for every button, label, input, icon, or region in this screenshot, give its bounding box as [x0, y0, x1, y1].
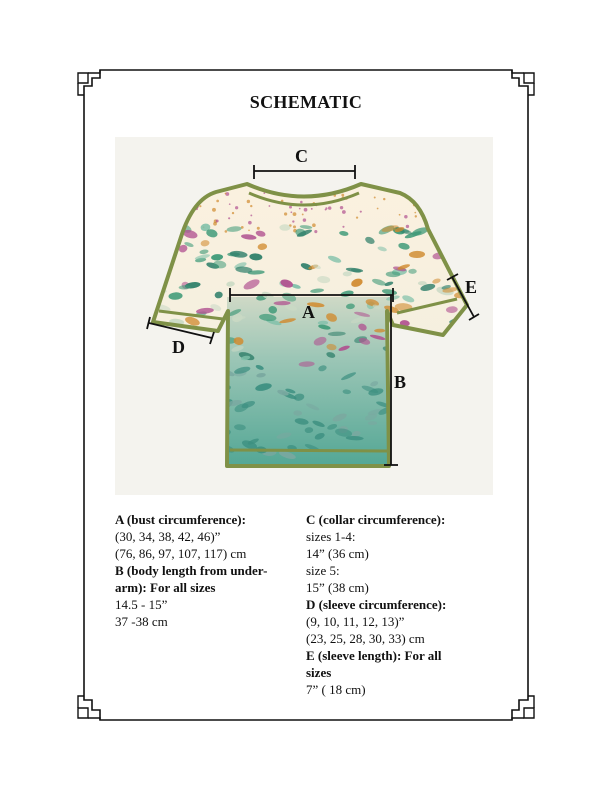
speckle: [250, 205, 252, 207]
speckle: [312, 223, 316, 227]
speckle: [216, 219, 219, 222]
speckle: [290, 211, 292, 213]
legend-line: E (sleeve length): For all: [306, 648, 442, 663]
speckle: [292, 220, 294, 222]
label-a: A: [302, 302, 315, 322]
legend-line: sizes: [306, 665, 332, 680]
speckle: [303, 218, 306, 221]
speckle: [314, 230, 317, 233]
legend-line: (9, 10, 11, 12, 13)”: [306, 614, 405, 629]
speckle: [247, 200, 250, 203]
legend-line: 7” ( 18 cm): [306, 682, 366, 697]
speckle: [269, 205, 271, 207]
speckle: [383, 198, 385, 200]
speckle: [235, 206, 238, 209]
speckle: [229, 203, 231, 205]
leaf: [374, 329, 385, 333]
legend-line: 15” (38 cm): [306, 580, 369, 595]
speckle: [360, 211, 362, 213]
speckle: [250, 214, 252, 216]
legend-line: (76, 86, 97, 107, 117) cm: [115, 546, 247, 561]
label-d: D: [172, 337, 185, 357]
legend-line: A (bust circumference):: [115, 512, 246, 527]
legend-line: 37 -38 cm: [115, 614, 168, 629]
page-title: SCHEMATIC: [249, 92, 363, 112]
speckle: [289, 206, 292, 209]
legend-line: size 5:: [306, 563, 340, 578]
speckle: [300, 201, 303, 204]
legend-line: 14” (36 cm): [306, 546, 369, 561]
label-e: E: [465, 277, 478, 297]
speckle: [199, 205, 201, 207]
speckle: [399, 214, 401, 216]
legend-line: 14.5 - 15”: [115, 597, 168, 612]
speckle: [293, 212, 297, 216]
speckle: [340, 206, 343, 209]
legend-line: sizes 1-4:: [306, 529, 356, 544]
legend-line: C (collar circumference):: [306, 512, 446, 527]
speckle: [232, 212, 234, 214]
speckle: [248, 229, 250, 231]
legend-line: B (body length from under-: [115, 563, 268, 578]
legend-line: arm): For all sizes: [115, 580, 216, 595]
speckle: [248, 221, 252, 225]
speckle: [328, 206, 331, 209]
speckle: [225, 230, 228, 233]
speckle: [415, 215, 417, 217]
speckle: [225, 193, 227, 195]
speckle: [406, 225, 409, 228]
speckle: [356, 216, 358, 218]
speckle: [293, 225, 296, 228]
speckle: [228, 217, 230, 219]
legend-line: (30, 34, 38, 42, 46)”: [115, 529, 221, 544]
speckle: [302, 213, 304, 215]
speckle: [212, 208, 216, 212]
speckle: [341, 194, 344, 197]
sweater-schematic: [115, 137, 493, 495]
legend-line: D (sleeve circumference):: [306, 597, 447, 612]
speckle: [257, 227, 260, 230]
legend-left: [115, 511, 300, 630]
speckle: [299, 208, 301, 210]
speckle: [216, 200, 219, 203]
speckle: [304, 208, 308, 212]
speckle: [325, 209, 327, 211]
speckle: [377, 208, 379, 210]
speckle: [284, 212, 287, 215]
speckle: [311, 208, 313, 210]
legend-right: [306, 511, 496, 698]
speckle: [404, 215, 407, 218]
speckle: [342, 210, 346, 214]
label-b: B: [394, 372, 407, 392]
speckle: [374, 196, 376, 198]
speckle: [342, 226, 344, 228]
label-c: C: [295, 146, 308, 166]
legend-line: (23, 25, 28, 30, 33) cm: [306, 631, 425, 646]
leaf: [418, 281, 427, 285]
speckle: [414, 212, 416, 214]
